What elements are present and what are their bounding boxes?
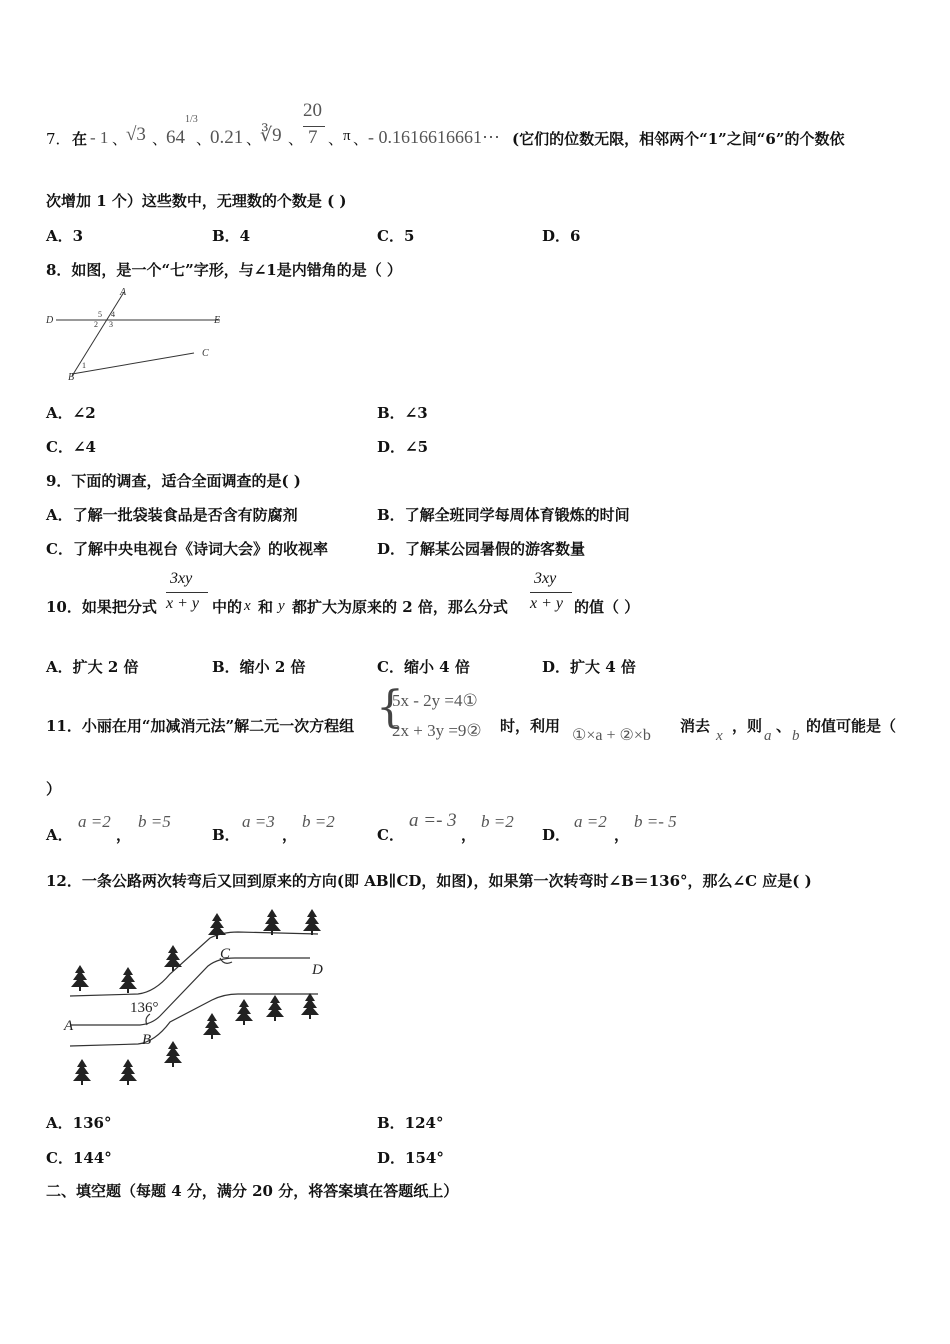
tree-icon [263,909,281,935]
q10-mid3: 都扩大为原来的 2 倍，那么分式 [292,598,508,616]
q11-eq2: 2x + 3y =9② [392,721,482,740]
q7-item-exp: 1/3 [185,114,198,125]
q8-option-a[interactable]: A．∠2 [46,404,96,422]
q7-item-64: 64 [166,127,185,148]
q12-figure [60,904,330,1090]
q8-line-bc [72,353,194,374]
q11-sep: 、 [776,717,792,735]
q11-mid2: 消去 [680,717,711,735]
q10-prefix: 10．如果把分式 [46,598,157,616]
q12-option-c[interactable]: C．144° [46,1149,112,1167]
q7-item-decimal: - 0.1616616661⋯ [368,127,500,147]
q10-option-a[interactable]: A．扩大 2 倍 [46,658,139,676]
q7-sep: 、 [196,130,212,148]
q12-trees [71,909,321,1085]
q10-suffix: 的值（ ） [574,598,640,616]
q7-option-c[interactable]: C．5 [377,227,415,245]
q8-text: 8．如图，是一个“七”字形，与∠1是内错角的是（ ） [46,261,402,279]
q12-label-b: B [142,1032,152,1048]
q11-suffix: 的值可能是（ [806,717,897,735]
tree-icon [203,1013,221,1039]
q8-figure [44,286,234,382]
q8-angle-4: 4 [111,310,115,319]
q8-option-c[interactable]: C．∠4 [46,438,96,456]
q7-sep: 、 [353,130,369,148]
q7-sep: 、 [112,130,128,148]
q9-option-b[interactable]: B．了解全班同学每周体育锻炼的时间 [377,506,630,524]
tree-icon [235,999,253,1025]
q7-sep: 、 [328,130,344,148]
q8-label-a: A [120,287,127,298]
tree-icon [164,945,182,971]
q8-label-c: C [202,348,209,359]
q11-option-d-label: D． [542,826,571,844]
q7-sep: 、 [152,130,168,148]
q7-option-d[interactable]: D．6 [542,227,581,245]
q8-angle-1: 1 [82,361,86,370]
q7-sep: 、 [288,130,304,148]
tree-icon [73,1059,91,1085]
q11-mid3: ，则 [732,717,763,735]
tree-icon [164,1041,182,1067]
q7-item-sqrt3: √3 [126,124,146,145]
q11-var-a: a [764,728,772,744]
q10-frac2-bar [530,592,572,593]
q12-text: 12．一条公路两次转弯后又回到原来的方向(即 AB∥CD，如图)，如果第一次转弯时∠B＝136°，那么∠C 应是( ) [46,872,812,890]
q7-item-pi: π [343,128,351,144]
q7-desc-line2: 次增加 1 个）这些数中，无理数的个数是 ( ) [46,192,347,210]
tree-icon [119,967,137,993]
tree-icon [208,913,226,939]
q10-line [46,570,906,620]
q11-line [46,682,916,750]
q11-close: ） [46,780,62,798]
q11-option-b[interactable] [212,808,372,844]
q11-option-a-a: a =2 [78,812,111,831]
q9-option-c[interactable]: C．了解中央电视台《诗词大会》的收视率 [46,540,328,558]
tree-icon [119,1059,137,1085]
q11-var-x: x [716,728,723,744]
q8-label-b: B [68,372,75,382]
q8-angle-2: 2 [94,320,98,329]
q8-angle-3: 3 [109,320,113,329]
q11-option-b-b: b =2 [302,812,335,831]
q7-option-a[interactable]: A．3 [46,227,84,245]
q12-option-d[interactable]: D．154° [377,1149,444,1167]
q7-item-cbrt9: ∛9 [260,125,282,146]
tree-icon [71,965,89,991]
q11-option-d-b: b =- 5 [634,812,677,831]
tree-icon [266,995,284,1021]
q10-frac1-num: 3xy [170,570,193,587]
q11-option-a-b: b =5 [138,812,171,831]
q11-expr: ①×a + ②×b [572,727,651,744]
q7-frac-den: 7 [308,127,318,148]
q12-road-edge-bottom [70,994,318,1046]
q9-option-a[interactable]: A．了解一批袋装食品是否含有防腐剂 [46,506,298,524]
q12-label-d: D [312,962,323,978]
q10-option-c[interactable]: C．缩小 4 倍 [377,658,470,676]
q7-desc-line1: (它们的位数无限，相邻两个“1”之间“6”的个数依 [512,130,845,148]
q11-option-c-label: C． [377,826,404,844]
q11-option-c-a: a =- 3 [409,810,457,831]
q11-option-a-comma: ， [116,826,132,844]
q10-mid1: 中的 [212,598,243,616]
q11-option-c-comma: ， [461,826,477,844]
q11-option-a-label: A． [46,826,73,844]
q12-label-c: C [220,946,231,962]
q10-option-b[interactable]: B．缩小 2 倍 [212,658,306,676]
q11-mid1: 时，利用 [500,717,561,735]
q8-label-d: D [46,315,54,326]
q11-var-b: b [792,728,800,744]
q7-number: 7． [46,130,71,148]
q12-road-edge-top [70,932,318,996]
q12-option-b[interactable]: B．124° [377,1114,444,1132]
q10-frac1-den: x + y [166,595,199,612]
q11-option-d-comma: ， [614,826,630,844]
q8-option-d[interactable]: D．∠5 [377,438,429,456]
q10-option-d[interactable]: D．扩大 4 倍 [542,658,636,676]
q11-option-d[interactable] [542,808,712,844]
q12-label-a: A [64,1018,74,1034]
q9-option-d[interactable]: D．了解某公园暑假的游客数量 [377,540,586,558]
q11-option-b-a: a =3 [242,812,275,831]
q11-option-c[interactable] [377,808,537,844]
q10-frac1-bar [166,592,208,593]
q11-option-d-a: a =2 [574,812,607,831]
q7-item-021: 0.21 [210,127,244,148]
q11-option-c-b: b =2 [481,812,514,831]
q8-option-b[interactable]: B．∠3 [377,404,428,422]
q8-line-ab [72,292,124,376]
q11-option-b-comma: ， [282,826,298,844]
q7-lead: 在 [72,130,88,148]
q7-line1 [46,100,916,160]
q11-eq1: 5x - 2y =4① [392,691,478,710]
q9-text: 9．下面的调查，适合全面调查的是( ) [46,472,301,490]
q10-var-y: y [278,598,285,614]
q10-frac2-den: x + y [530,595,563,612]
tree-icon [303,909,321,935]
q7-item-neg1: - 1 [90,128,109,147]
section2-title: 二、填空题（每题 4 分，满分 20 分，将答案填在答题纸上） [46,1182,459,1200]
q10-frac2-num: 3xy [534,570,557,587]
q12-option-a[interactable]: A．136° [46,1114,112,1132]
q11-brace: { [376,682,404,733]
q10-var-x: x [244,598,251,614]
q11-option-a[interactable] [46,808,206,844]
q7-frac-num: 20 [303,100,322,121]
q11-prefix: 11．小丽在用“加减消元法”解二元一次方程组 [46,717,355,735]
q8-label-e: E [214,315,221,326]
q12-label-angle: 136° [130,1000,159,1016]
q8-angle-5: 5 [98,310,102,319]
q11-option-b-label: B． [212,826,240,844]
tree-icon [301,993,319,1019]
q10-mid2: 和 [258,598,274,616]
q7-option-b[interactable]: B．4 [212,227,251,245]
q7-sep: 、 [246,130,262,148]
